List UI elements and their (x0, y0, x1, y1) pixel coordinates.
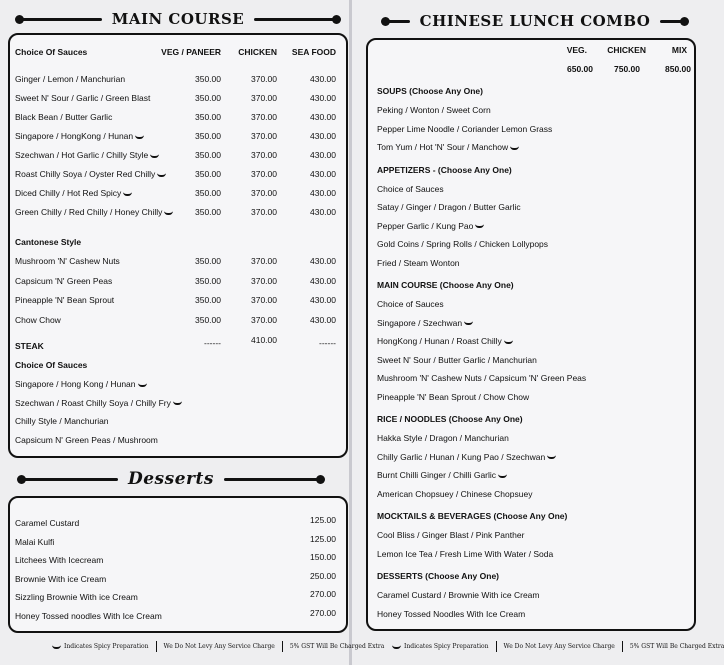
combo-item-text: Mushroom 'N' Cashew Nuts / Capsicum 'N' Green Peas (377, 373, 587, 383)
steak-title: STEAK (15, 341, 44, 351)
footer-divider (156, 641, 157, 652)
combo-item-text: Singapore / Szechwan (377, 317, 463, 328)
combo-item (377, 590, 540, 600)
menu-item-name: Black Bean / Butter Garlic (15, 112, 113, 122)
combo-chicken-header: CHICKEN (607, 45, 646, 55)
menu-item (15, 169, 166, 179)
price-chicken: 370.00 (251, 169, 277, 179)
main-course-panel (8, 33, 348, 458)
menu-item-name: Pineapple 'N' Bean Sprout (15, 295, 115, 305)
dessert-price: 270.00 (310, 589, 336, 599)
footer-service-note: We Do Not Levy Any Service Charge (503, 643, 615, 650)
combo-section-title: MAIN COURSE (Choose Any One) (377, 280, 514, 290)
spicy-icon (164, 211, 173, 215)
dessert-price: 150.00 (310, 552, 336, 562)
combo-item-text: Burnt Chilli Ginger / Chilli Garlic (377, 470, 497, 480)
dessert-item: Sizzling Brownie With ice Cream (15, 592, 138, 602)
price-veg: 350.00 (195, 93, 221, 103)
header-ornament (660, 20, 686, 23)
price-chicken: 370.00 (251, 112, 277, 122)
price-chicken: 370.00 (251, 131, 277, 141)
menu-item (15, 131, 144, 141)
dessert-price: 125.00 (310, 515, 336, 525)
spicy-icon (510, 146, 519, 150)
price-seafood: 430.00 (310, 150, 336, 160)
combo-item (377, 336, 513, 346)
price-veg: 350.00 (195, 169, 221, 179)
menu-item-name: Capsicum N' Green Peas / Mushroom (15, 434, 158, 445)
menu-item (15, 398, 182, 408)
footer-gst-note: 5% GST Will Be Charged Extra (629, 643, 724, 650)
price-seafood: ------ (319, 338, 336, 348)
combo-item-text: American Chopsuey / Chinese Chopsuey (377, 488, 533, 499)
combo-item (377, 258, 460, 268)
spicy-icon (150, 154, 159, 158)
combo-section-title: APPETIZERS - (Choose Any One) (377, 164, 512, 175)
footer-divider (622, 641, 623, 652)
combo-item (377, 318, 473, 328)
menu-item (15, 207, 173, 217)
menu-item-name: Green Chilly / Red Chilly / Honey Chilly (15, 207, 163, 217)
combo-mix-header: MIX (671, 45, 687, 55)
combo-item (377, 355, 537, 365)
combo-header (384, 12, 686, 30)
price-veg: 350.00 (195, 112, 221, 122)
price-chicken: 370.00 (251, 314, 277, 325)
combo-title: CHINESE LUNCH COMBO (419, 12, 651, 30)
combo-veg-header: VEG. (566, 45, 587, 55)
spicy-icon (173, 401, 182, 405)
combo-item-text: Choice of Sauces (377, 299, 444, 309)
menu-item (15, 416, 109, 426)
combo-item (377, 373, 586, 383)
price-veg: 350.00 (195, 188, 221, 198)
combo-item-text: Caramel Custard / Brownie With ice Cream (377, 590, 540, 600)
main-course-header (18, 10, 338, 28)
price-seafood: 430.00 (310, 207, 336, 217)
combo-item-text: Pepper Lime Noodle / Coriander Lemon Grass (377, 123, 553, 134)
dessert-price: 250.00 (310, 570, 336, 581)
header-ornament (18, 18, 102, 21)
footer-left (52, 641, 384, 652)
combo-item (377, 489, 532, 499)
sauces-header: Choice Of Sauces (15, 47, 88, 57)
menu-item-name: Singapore / Hong Kong / Hunan (15, 379, 136, 389)
menu-item (15, 74, 125, 84)
menu-item (15, 435, 158, 445)
price-veg: 350.00 (195, 150, 221, 160)
spicy-icon (52, 645, 61, 649)
footer-divider (282, 641, 283, 652)
footer-gst-note: 5% GST Will Be Charged Extra (289, 643, 385, 650)
combo-item-text: Choice of Sauces (377, 183, 444, 194)
combo-item-text: Gold Coins / Spring Rolls / Chicken Lollypops (377, 239, 549, 249)
combo-chicken-price: 750.00 (614, 64, 640, 74)
combo-panel (366, 38, 696, 631)
menu-item (15, 295, 114, 305)
combo-item-text: Fried / Steam Wonton (377, 257, 460, 268)
combo-item-text: Lemon Ice Tea / Fresh Lime With Water / Soda (377, 548, 554, 559)
combo-item-text: Tom Yum / Hot 'N' Sour / Manchow (377, 142, 509, 152)
price-veg: 350.00 (195, 207, 221, 217)
price-veg: 350.00 (195, 256, 221, 266)
price-veg: ------ (204, 338, 221, 348)
price-seafood: 430.00 (310, 295, 336, 305)
menu-item-name: Singapore / HongKong / Hunan (15, 131, 134, 141)
price-seafood: 430.00 (310, 93, 336, 103)
menu-item (15, 112, 112, 122)
price-chicken: 370.00 (251, 256, 277, 266)
menu-item-name: Ginger / Lemon / Manchurian (15, 74, 126, 84)
price-seafood: 430.00 (310, 112, 336, 122)
combo-item (377, 105, 491, 115)
menu-item-name: Capsicum 'N' Green Peas (15, 275, 113, 286)
combo-item (377, 239, 548, 249)
dessert-price: 125.00 (310, 533, 336, 544)
combo-section-title: SOUPS (Choose Any One) (377, 86, 483, 96)
price-chicken: 370.00 (251, 207, 277, 217)
dessert-item: Malai Kulfi (15, 536, 55, 547)
cantonese-title: Cantonese Style (15, 237, 82, 247)
price-seafood: 430.00 (310, 74, 336, 84)
menu-item-name: Diced Chilly / Hot Red Spicy (15, 188, 122, 198)
spicy-icon (498, 474, 507, 478)
header-ornament (384, 20, 410, 23)
combo-item (377, 124, 552, 134)
menu-item (15, 256, 120, 266)
spicy-icon (135, 135, 144, 139)
menu-item (15, 315, 61, 325)
price-chicken: 410.00 (251, 335, 277, 345)
price-chicken: 370.00 (251, 188, 277, 198)
footer-service-note: We Do Not Levy Any Service Charge (163, 643, 275, 650)
spicy-icon (157, 173, 166, 177)
price-seafood: 430.00 (310, 169, 336, 179)
combo-section-title: RICE / NOODLES (Choose Any One) (377, 414, 523, 424)
combo-item-text: Honey Tossed Noodles With Ice Cream (377, 608, 526, 619)
combo-item-text: Peking / Wonton / Sweet Corn (377, 105, 491, 115)
price-veg: 350.00 (195, 74, 221, 84)
dessert-item: Litchees With Icecream (15, 555, 104, 565)
dessert-item: Caramel Custard (15, 518, 80, 528)
spicy-icon (464, 321, 473, 325)
footer-right (392, 641, 724, 652)
footer-divider (496, 641, 497, 652)
combo-item-text: Satay / Ginger / Dragon / Butter Garlic (377, 202, 521, 212)
menu-item (15, 93, 150, 103)
combo-item-text: Pepper Garlic / Kung Pao (377, 220, 474, 231)
price-chicken: 370.00 (251, 295, 277, 305)
page-spine (349, 0, 352, 665)
chicken-header: CHICKEN (238, 47, 277, 57)
price-veg: 350.00 (195, 131, 221, 141)
combo-item (377, 452, 556, 462)
menu-item-name: Roast Chilly Soya / Oyster Red Chilly (15, 169, 156, 179)
price-seafood: 430.00 (310, 131, 336, 141)
combo-item (377, 392, 529, 402)
combo-mix-price: 850.00 (665, 64, 691, 74)
price-seafood: 430.00 (310, 275, 336, 286)
price-veg: 350.00 (195, 295, 221, 305)
menu-item-name: Mushroom 'N' Cashew Nuts (15, 256, 120, 266)
combo-item-text: HongKong / Hunan / Roast Chilly (377, 336, 502, 346)
desserts-title: Desserts (128, 469, 214, 489)
desserts-panel (8, 496, 348, 633)
spicy-icon (547, 455, 556, 459)
price-chicken: 370.00 (251, 275, 277, 286)
price-seafood: 430.00 (310, 188, 336, 198)
combo-item-text: Cool Bliss / Ginger Blast / Pink Panther (377, 530, 525, 540)
combo-item (377, 184, 444, 194)
menu-item (15, 276, 112, 286)
combo-item (377, 221, 484, 231)
seafood-header: SEA FOOD (291, 47, 336, 57)
menu-item (15, 188, 132, 198)
combo-item (377, 470, 507, 480)
combo-veg-price: 650.00 (567, 64, 593, 74)
veg-header: VEG / PANEER (161, 47, 221, 57)
price-veg: 350.00 (195, 314, 221, 325)
combo-item (377, 142, 519, 152)
combo-item-text: Pineapple 'N' Bean Sprout / Chow Chow (377, 391, 530, 402)
price-chicken: 370.00 (251, 150, 277, 160)
combo-item (377, 549, 553, 559)
dessert-item: Brownie With ice Cream (15, 573, 107, 584)
price-seafood: 430.00 (310, 314, 336, 325)
steak-sauce-title: Choice Of Sauces (15, 360, 88, 370)
header-ornament (20, 478, 118, 481)
main-course-title: MAIN COURSE (111, 10, 245, 28)
spicy-icon (392, 645, 401, 649)
footer-spicy-note: Indicates Spicy Preparation (64, 643, 149, 650)
menu-item (15, 379, 147, 389)
desserts-header (20, 469, 338, 489)
price-seafood: 430.00 (310, 256, 336, 266)
spicy-icon (504, 340, 513, 344)
combo-item-text: Hakka Style / Dragon / Manchurian (377, 433, 509, 443)
spicy-icon (138, 383, 147, 387)
combo-item (377, 530, 524, 540)
menu-item-name: Chow Chow (15, 314, 61, 325)
spicy-icon (475, 224, 484, 228)
combo-item (377, 202, 521, 212)
combo-item-text: Chilly Garlic / Hunan / Kung Pao / Szechwan (377, 451, 546, 462)
combo-item (377, 299, 444, 309)
price-veg: 350.00 (195, 275, 221, 286)
menu-item-name: Chilly Style / Manchurian (15, 416, 109, 426)
header-ornament (224, 478, 322, 481)
price-chicken: 370.00 (251, 93, 277, 103)
combo-item-text: Sweet N' Sour / Butter Garlic / Manchurian (377, 354, 537, 365)
menu-item-name: Szechwan / Hot Garlic / Chilly Style (15, 150, 149, 160)
combo-section-title: MOCKTAILS & BEVERAGES (Choose Any One) (377, 511, 568, 521)
footer-spicy-note: Indicates Spicy Preparation (404, 643, 489, 650)
spicy-icon (123, 192, 132, 196)
combo-section-title: DESSERTS (Choose Any One) (377, 571, 500, 581)
combo-item (377, 433, 509, 443)
dessert-price: 270.00 (310, 607, 336, 618)
menu-item (15, 150, 159, 160)
header-ornament (254, 18, 338, 21)
dessert-item: Honey Tossed noodles With Ice Cream (15, 610, 162, 621)
menu-item-name: Sweet N' Sour / Garlic / Green Blast (15, 93, 151, 103)
menu-item-name: Szechwan / Roast Chilly Soya / Chilly Fry (15, 397, 171, 408)
combo-item (377, 609, 525, 619)
price-chicken: 370.00 (251, 74, 277, 84)
